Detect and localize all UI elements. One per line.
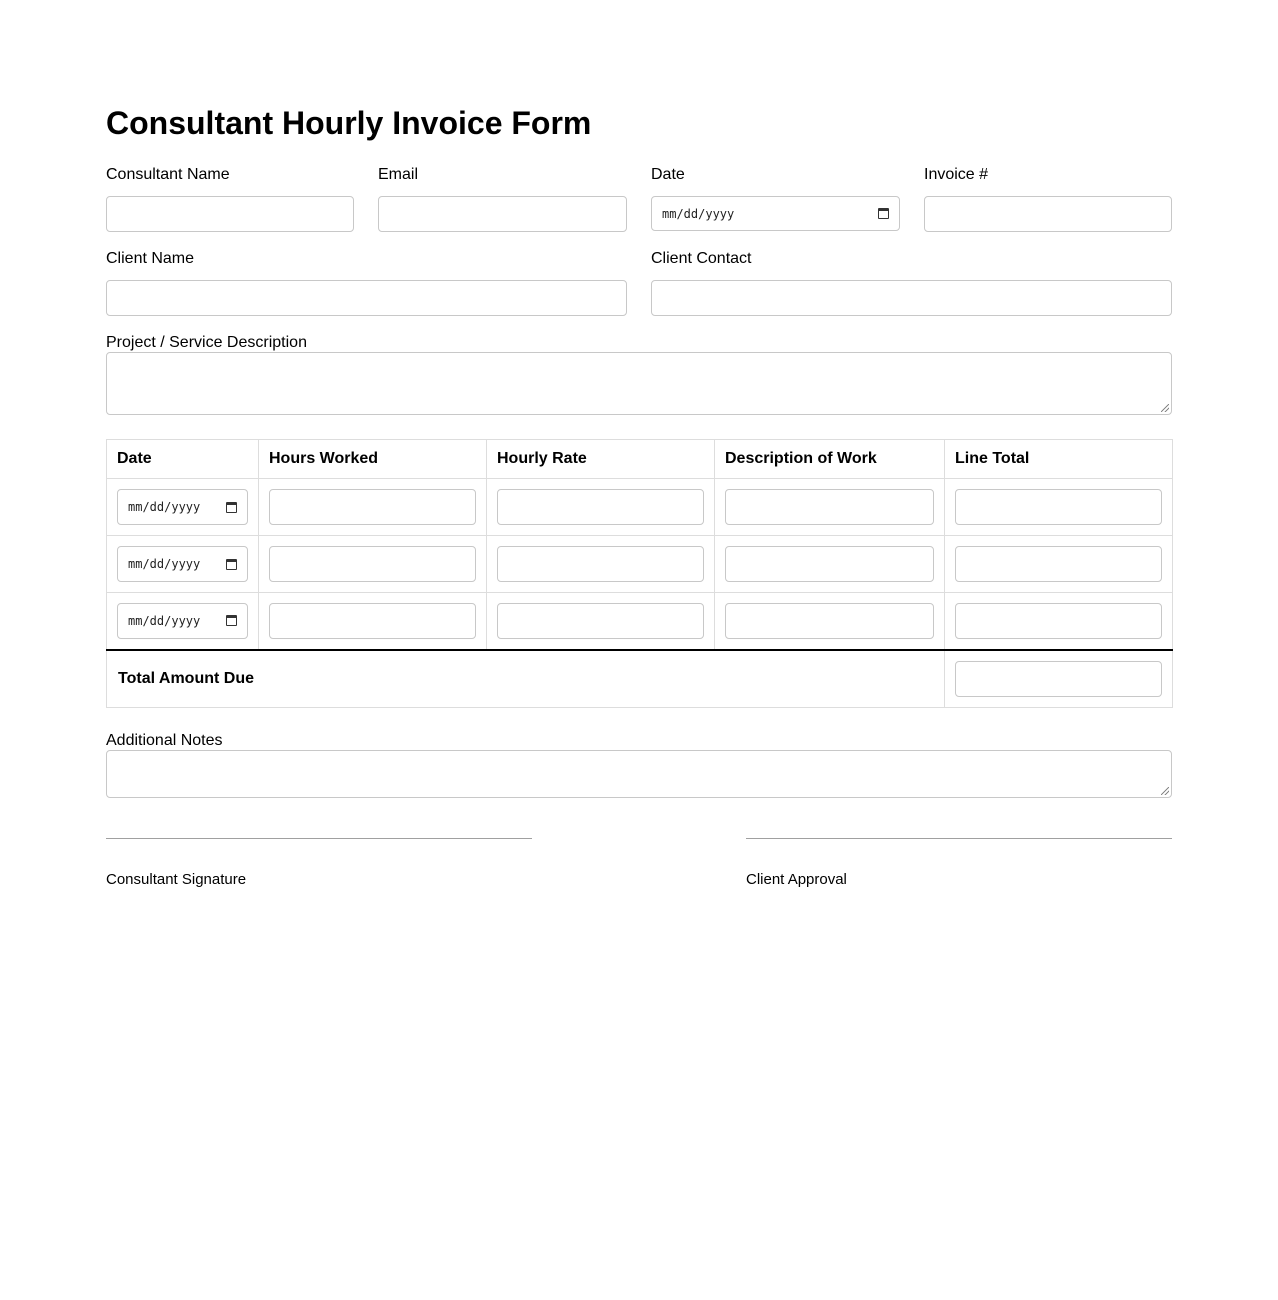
date-placeholder: mm/dd/yyyy (128, 557, 201, 571)
client-name-input[interactable] (106, 280, 627, 316)
total-amount-label: Total Amount Due (107, 650, 945, 708)
consultant-name-group (106, 166, 354, 184)
table-header-row (107, 440, 1173, 479)
date-label: Date (651, 166, 685, 183)
row-date-input[interactable] (117, 489, 248, 525)
client-contact-input[interactable] (651, 280, 1172, 316)
additional-notes-textarea[interactable] (106, 750, 1172, 798)
row-hours-input[interactable] (269, 546, 476, 582)
client-approval-line[interactable] (746, 838, 1172, 839)
consultant-signature-label: Consultant Signature (106, 871, 247, 888)
consultant-name-input[interactable] (106, 196, 354, 232)
row-date-input[interactable] (117, 546, 248, 582)
additional-notes-label: Additional Notes (106, 732, 223, 749)
client-contact-label: Client Contact (651, 250, 752, 267)
page-title: Consultant Hourly Invoice Form (106, 105, 592, 141)
table-row (107, 479, 1173, 536)
additional-notes-group (106, 732, 1172, 750)
time-entries-table (106, 439, 1173, 708)
consultant-signature-block (106, 838, 532, 888)
row-hours-input[interactable] (269, 603, 476, 639)
row-rate-input[interactable] (497, 546, 704, 582)
row-hours-input[interactable] (269, 489, 476, 525)
project-description-group (106, 334, 1172, 352)
header-hours-worked: Hours Worked (259, 440, 487, 479)
date-input[interactable] (651, 196, 900, 231)
row-line-total-input[interactable] (955, 603, 1162, 639)
total-amount-input[interactable] (955, 661, 1162, 697)
calendar-icon[interactable] (226, 502, 237, 513)
calendar-icon[interactable] (878, 208, 889, 219)
header-hourly-rate: Hourly Rate (487, 440, 715, 479)
total-row (107, 650, 1173, 708)
row-date-input[interactable] (117, 603, 248, 639)
row-description-input[interactable] (725, 489, 934, 525)
calendar-icon[interactable] (226, 559, 237, 570)
project-description-textarea[interactable] (106, 352, 1172, 415)
client-name-label: Client Name (106, 250, 195, 267)
row-rate-input[interactable] (497, 489, 704, 525)
table-row (107, 536, 1173, 593)
calendar-icon[interactable] (226, 615, 237, 626)
client-contact-group (651, 250, 1172, 268)
row-description-input[interactable] (725, 546, 934, 582)
row-description-input[interactable] (725, 603, 934, 639)
date-placeholder: mm/dd/yyyy (128, 500, 201, 514)
email-group (378, 166, 627, 184)
date-placeholder: mm/dd/yyyy (662, 206, 735, 221)
resize-handle-icon[interactable] (1161, 787, 1169, 795)
email-label: Email (378, 166, 419, 183)
row-rate-input[interactable] (497, 603, 704, 639)
email-input[interactable] (378, 196, 627, 232)
client-approval-label: Client Approval (746, 871, 847, 888)
resize-handle-icon[interactable] (1161, 404, 1169, 412)
client-approval-block (746, 838, 1172, 888)
consultant-signature-line[interactable] (106, 838, 532, 839)
invoice-number-group (924, 166, 1172, 184)
date-placeholder: mm/dd/yyyy (128, 613, 201, 628)
consultant-name-label: Consultant Name (106, 166, 230, 183)
header-date: Date (107, 440, 259, 479)
row-line-total-input[interactable] (955, 546, 1162, 582)
invoice-number-label: Invoice # (924, 166, 989, 183)
client-name-group (106, 250, 627, 268)
header-line-total: Line Total (945, 440, 1173, 479)
project-description-label: Project / Service Description (106, 334, 307, 351)
date-group (651, 166, 900, 221)
table-row (107, 593, 1173, 650)
row-line-total-input[interactable] (955, 489, 1162, 525)
header-description-of-work: Description of Work (715, 440, 945, 479)
invoice-number-input[interactable] (924, 196, 1172, 232)
